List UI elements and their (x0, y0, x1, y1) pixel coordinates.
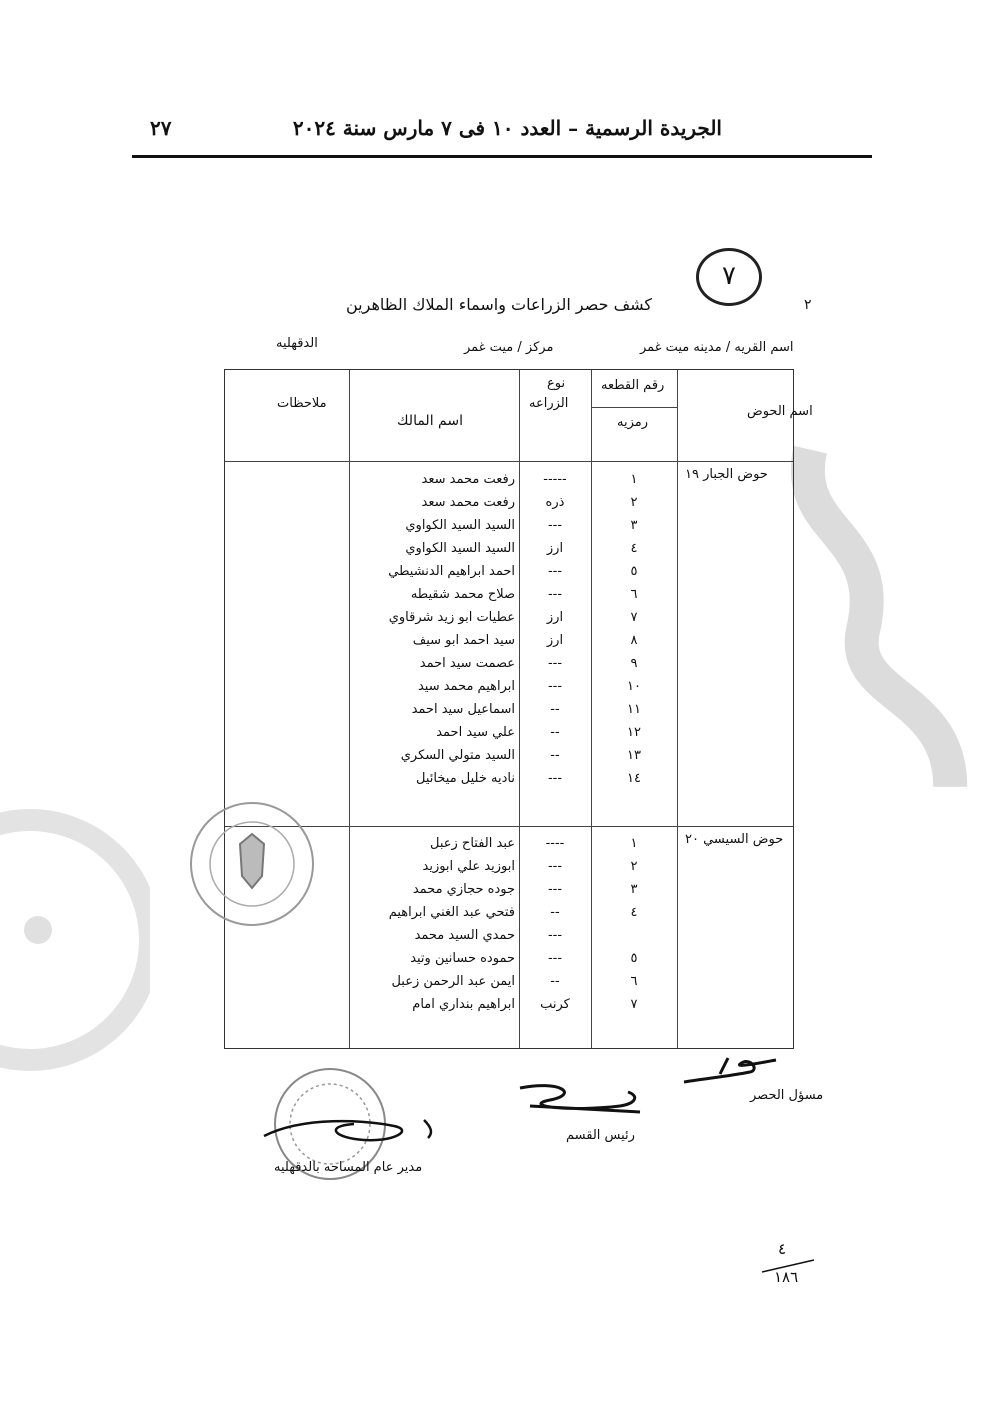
owner-name: رفعت محمد سعد (421, 495, 515, 510)
survey-table (224, 369, 813, 1049)
header-rule (132, 155, 872, 158)
plot-number: ٤ (630, 905, 638, 920)
crop-type: --- (547, 771, 563, 786)
header-symbolic: رمزيه (617, 415, 649, 430)
header-crop-type-2: الزراعه (529, 396, 569, 411)
markaz-label: مركز / ميت غمر (464, 340, 554, 355)
basin-name: حوض الجبار ١٩ (685, 467, 768, 482)
plot-number: ٢ (630, 495, 638, 510)
corner-number: ٢ (804, 297, 812, 313)
crop-type: --- (547, 564, 563, 579)
survey-officer-label: مسؤل الحصر (750, 1088, 824, 1103)
owner-name: احمد ابراهيم الدنشيطي (388, 564, 515, 579)
page-header (132, 112, 872, 158)
owner-name: علي سيد احمد (436, 725, 515, 740)
owner-name: عبد الفتاح زعبل (430, 836, 515, 851)
crop-type: ارز (546, 610, 564, 625)
plot-number: ٥ (630, 564, 638, 579)
crop-type: ارز (546, 633, 564, 648)
crop-type: --- (547, 518, 563, 533)
general-manager-label: مدير عام المساحه بالدقهليه (274, 1160, 423, 1175)
plot-number: ٧ (630, 997, 638, 1012)
crop-type: كرنب (540, 997, 570, 1012)
subheader-divider (591, 407, 677, 408)
watermark-circle (0, 800, 150, 1080)
section-head-label: رئيس القسم (566, 1128, 635, 1143)
plot-number: ١ (630, 836, 638, 851)
owner-name: السيد السيد الكواوي (405, 541, 515, 556)
plot-number: ٨ (630, 633, 638, 648)
document-title: كشف حصر الزراعات واسماء الملاك الظاهرين (346, 295, 653, 314)
crop-type: --- (547, 656, 563, 671)
owner-name: اسماعيل سيد احمد (411, 702, 515, 717)
crop-type: -- (550, 905, 560, 920)
crop-type: --- (547, 587, 563, 602)
owner-name: ابوزيد علي ابوزيد (422, 859, 515, 874)
fraction-numerator: ٤ (778, 1240, 787, 1258)
gazette-title: الجريدة الرسمية – العدد ١٠ فى ٧ مارس سنة ٢٠٢٤ (292, 116, 722, 140)
crop-type: -- (550, 974, 560, 989)
col-divider (591, 370, 592, 1048)
crop-type: -- (550, 702, 560, 717)
crop-type: ---- (545, 836, 565, 851)
owner-name: ابراهيم محمد سيد (417, 679, 515, 694)
header-owner: اسم المالك (397, 413, 463, 429)
crop-type: --- (547, 951, 563, 966)
header-crop-type-1: نوع (547, 376, 566, 391)
governorate-label: الدقهليه (276, 336, 318, 351)
owner-name: ايمن عبد الرحمن زعبل (391, 974, 515, 989)
header-plot-number: رقم القطعه (601, 378, 665, 393)
plot-number: ٥ (630, 951, 638, 966)
survey-officer-signature (680, 1048, 780, 1092)
col-divider (677, 370, 678, 1048)
circled-page-mark: ٧ (696, 248, 762, 306)
owner-name: حمدي السيد محمد (414, 928, 515, 943)
header-divider (225, 461, 793, 462)
owner-name: ابراهيم بنداري امام (412, 997, 515, 1012)
crop-type: ارز (546, 541, 564, 556)
section-head-signature (510, 1076, 650, 1126)
plot-number: ٩ (630, 656, 638, 671)
plot-number: ٣ (630, 518, 638, 533)
plot-number: ١١ (627, 702, 641, 717)
owner-name: سيد احمد ابو سيف (412, 633, 515, 648)
official-stamp (190, 802, 314, 926)
crop-type: ----- (543, 472, 567, 487)
crop-type: -- (550, 748, 560, 763)
owner-name: السيد السيد الكواوي (405, 518, 515, 533)
header-basin: اسم الحوض (747, 404, 813, 419)
owner-name: عصمت سيد احمد (419, 656, 515, 671)
owner-name: جوده حجازي محمد (412, 882, 515, 897)
owner-name: السيد متولي السكري (400, 748, 515, 763)
general-manager-signature (244, 1106, 444, 1156)
plot-number: ١٠ (627, 679, 641, 694)
crop-type: ذره (545, 495, 565, 510)
owner-name: حموده حسانين وتيد (410, 951, 515, 966)
plot-number: ٦ (630, 587, 638, 602)
plot-number: ٦ (630, 974, 638, 989)
plot-number: ٣ (630, 882, 638, 897)
plot-number: ١٤ (627, 771, 641, 786)
plot-number: ١ (630, 472, 638, 487)
plot-number: ١٢ (627, 725, 641, 740)
owner-name: فتحي عبد الغني ابراهيم (388, 905, 515, 920)
owner-name: رفعت محمد سعد (421, 472, 515, 487)
crop-type: --- (547, 882, 563, 897)
owner-name: عطيات ابو زيد شرقاوي (388, 610, 515, 625)
owner-name: صلاح محمد شقيطه (410, 587, 515, 602)
header-notes: ملاحظات (277, 396, 327, 411)
col-divider (519, 370, 520, 1048)
village-label: اسم القريه / مدينه ميت غمر (640, 340, 794, 355)
fraction-denominator: ١٨٦ (774, 1268, 799, 1286)
crop-type: --- (547, 679, 563, 694)
page-number: ٢٧ (150, 116, 172, 140)
owner-name: ناديه خليل ميخائيل (416, 771, 515, 786)
plot-number: ٤ (630, 541, 638, 556)
crop-type: --- (547, 859, 563, 874)
plot-number: ١٣ (627, 748, 641, 763)
plot-number: ٧ (630, 610, 638, 625)
basin-name: حوض السيسي ٢٠ (685, 832, 784, 847)
col-divider (349, 370, 350, 1048)
plot-number: ٢ (630, 859, 638, 874)
crop-type: --- (547, 928, 563, 943)
crop-type: -- (550, 725, 560, 740)
